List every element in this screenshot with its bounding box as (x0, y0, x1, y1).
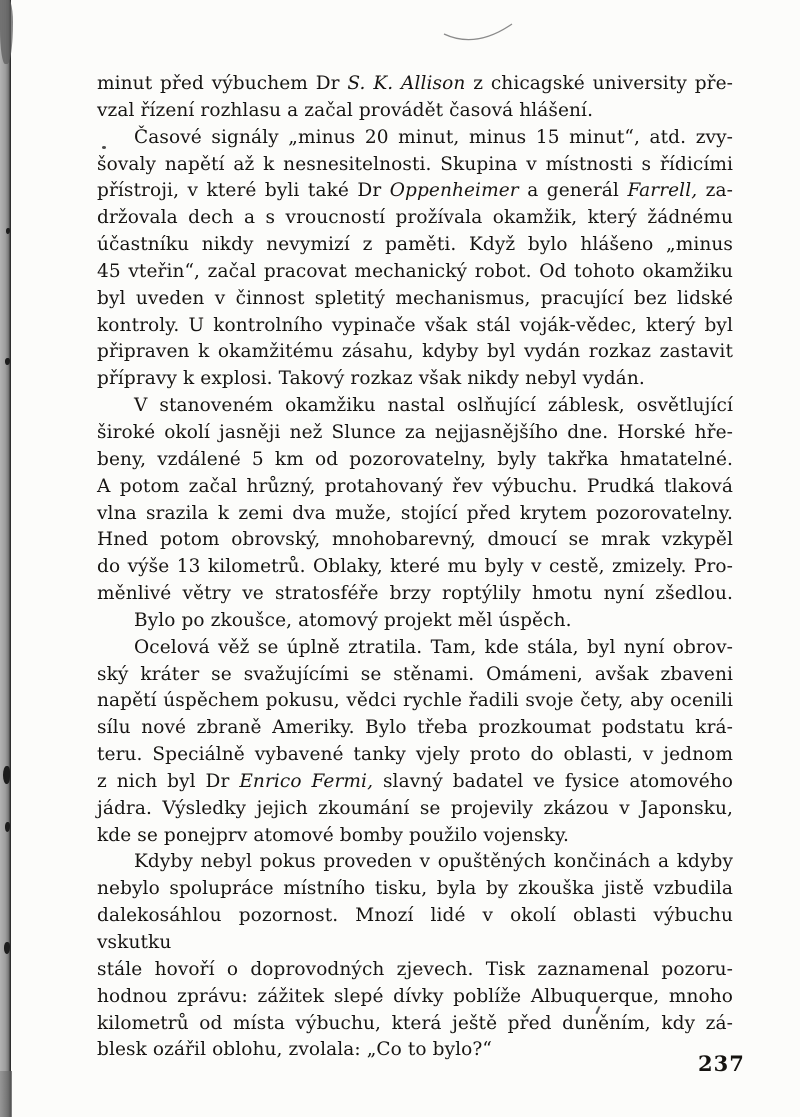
text-line (97, 688, 733, 715)
text-line (97, 125, 733, 152)
text-line (97, 393, 733, 420)
text-segment: široké okolí jasněji než Slunce za nejjasnějšího dne. Horské hře- (97, 421, 733, 443)
text-line (97, 796, 733, 823)
text-line (97, 984, 733, 1011)
text-segment: kontroly. U kontrolního vypinače však stál voják-vědec, který byl (97, 314, 733, 336)
text-segment: přípravy k explosi. Takový rozkaz však nikdy nebyl vydán. (97, 368, 645, 390)
italic-text-segment: Enrico Fermi, (239, 770, 374, 792)
text-line (97, 662, 733, 689)
text-segment: měnlivé větry ve stratosféře brzy roptýlily hmotu nyní zšedlou. (97, 583, 733, 605)
text-line (97, 205, 733, 232)
text-line (97, 608, 733, 635)
text-line (97, 581, 733, 608)
text-segment: Časové signály „minus 20 minut, minus 15 minut“, atd. zvy- (134, 126, 733, 148)
text-segment: ský kráter se svažujícími se stěnami. Omámeni, avšak zbaveni (97, 663, 733, 685)
text-segment: slavný badatel ve fysice atomového (373, 770, 733, 792)
text-line (97, 715, 733, 742)
text-segment: sílu nové zbraně Ameriky. Bylo třeba prozkoumat podstatu krá- (97, 717, 733, 739)
text-line (97, 152, 733, 179)
text-line (97, 1037, 733, 1064)
text-line (97, 366, 733, 393)
text-segment: vzal řízení rozhlasu a začal provádět časová hlášení. (97, 99, 594, 121)
text-line (97, 420, 733, 447)
text-segment: stále hovoří o doprovodných zjevech. Tisk zaznamenal pozoru- (97, 958, 733, 980)
text-segment: A potom začal hrůzný, protahovaný řev výbuchu. Prudká tlaková (97, 475, 733, 497)
text-segment: a generál (518, 180, 628, 202)
text-segment: Hned potom obrovský, mnohobarevný, dmoucí se mrak vzkypěl (97, 529, 733, 551)
scan-artifact-blob (3, 766, 10, 784)
text-segment: nebylo spolupráce místního tisku, byla by zkouška jistě vzbudila (97, 878, 733, 900)
text-segment: z chicagské university pře- (465, 73, 733, 94)
page-number: 237 (698, 1051, 745, 1076)
italic-text-segment: Oppenheimer (389, 180, 519, 202)
text-segment: držovala dech a s vroucností prožívala okamžik, který žádnému (97, 207, 733, 229)
text-line (97, 957, 733, 984)
text-line (97, 339, 733, 366)
text-line (97, 635, 733, 662)
text-line (97, 769, 733, 796)
text-line (97, 447, 733, 474)
text-segment: hodnou zprávu: zážitek slepé dívky poblíže Albuquerque, mnoho (97, 985, 733, 1007)
text-segment: teru. Speciálně vybavené tanky vjely proto do oblasti, v jednom (97, 744, 733, 766)
text-segment: V stanoveném okamžiku nastal oslňující záblesk, osvětlující (134, 395, 733, 417)
text-segment: byl uveden v činnost spletitý mechanismus, pracující bez lidské (97, 287, 733, 309)
text-line (97, 98, 733, 125)
text-line (97, 554, 733, 581)
page-curl-line (0, 0, 800, 60)
text-line (97, 876, 733, 903)
text-segment: kde se ponejprv atomové bomby použilo vojensky. (97, 824, 570, 846)
text-segment: do výše 13 kilometrů. Oblaky, které mu byly v cestě, zmizely. Pro- (97, 556, 733, 578)
text-segment: šovaly napětí až k nesnesitelnosti. Skupina v místnosti s řídicími (97, 153, 733, 175)
text-segment: blesk ozářil oblohu, zvolala: „Co to bylo?“ (97, 1039, 492, 1061)
text-line (97, 313, 733, 340)
text-segment: dalekosáhlou pozornost. Mnozí lidé v okolí oblasti výbuchu vskutku (97, 905, 733, 953)
text-segment: Ocelová věž se úplně ztratila. Tam, kde stála, byl nyní obrov- (134, 636, 733, 658)
text-line (97, 527, 733, 554)
italic-text-segment: S. K. Allison (347, 73, 466, 94)
text-line (97, 232, 733, 259)
text-segment: vlna srazila k zemi dva muže, stojící před krytem pozorovatelny. (97, 502, 733, 524)
text-segment: přístroji, v které byli také Dr (97, 180, 390, 202)
text-segment: z nich byl Dr (97, 770, 240, 792)
text-segment: napětí úspěchem pokusu, vědci rychle řadili svoje čety, aby ocenili (97, 690, 733, 712)
text-line (97, 501, 733, 528)
text-line (97, 903, 733, 957)
text-line (97, 823, 733, 850)
text-line (97, 178, 733, 205)
text-line (97, 259, 733, 286)
text-line (97, 286, 733, 313)
text-segment: minut před výbuchem Dr (97, 73, 348, 94)
text-line (97, 849, 733, 876)
text-segment: Bylo po zkoušce, atomový projekt měl úspěch. (134, 609, 572, 631)
text-segment: beny, vzdálené 5 km od pozorovatelny, byly takřka hmatatelné. (97, 448, 733, 470)
text-line (97, 474, 733, 501)
text-segment: jádra. Výsledky jejich zkoumání se projevily zkázou v Japonsku, (97, 797, 733, 819)
italic-text-segment: Farrell, (627, 180, 698, 202)
text-segment: připraven k okamžitému zásahu, kdyby byl vydán rozkaz zastavit (97, 341, 733, 363)
text-line (97, 742, 733, 769)
text-segment: Kdyby nebyl pokus proveden v opuštěných končinách a kdyby (134, 851, 733, 873)
page-text (97, 71, 733, 1064)
text-line (97, 1011, 733, 1038)
text-segment: 45 vteřin“, začal pracovat mechanický robot. Od tohoto okamžiku (97, 260, 733, 282)
text-segment: kilometrů od místa výbuchu, která ještě před duněním, kdy zá- (97, 1012, 733, 1034)
scan-smudge-bottom (0, 1071, 12, 1117)
text-line (97, 71, 733, 98)
text-segment: za- (697, 180, 734, 202)
text-segment: účastníku nikdy nevymizí z paměti. Když bylo hlášeno „minus (97, 234, 733, 256)
